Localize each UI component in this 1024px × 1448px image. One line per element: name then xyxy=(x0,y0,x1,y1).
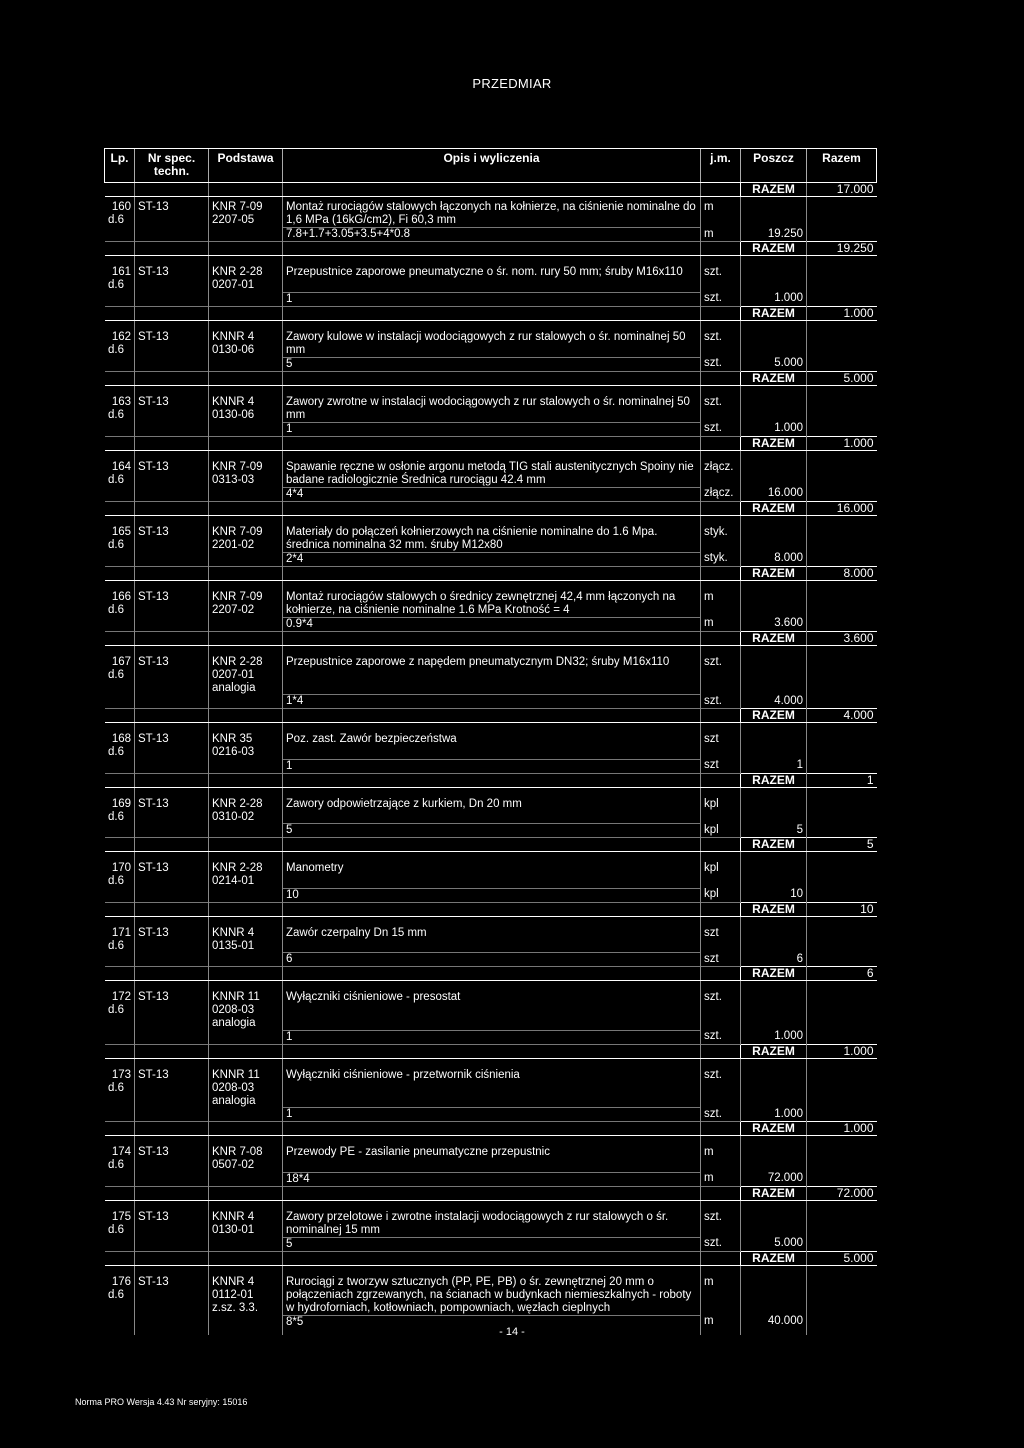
item-description: Zawory odpowietrzające z kurkiem, Dn 20 mm xyxy=(283,794,701,824)
item-lp: 175 xyxy=(111,1210,131,1223)
razem-value: 8.000 xyxy=(807,566,877,580)
item-lp: 164 xyxy=(111,460,131,473)
item-lp: 170 xyxy=(111,862,131,874)
item-podstawa xyxy=(209,457,283,488)
calc-formula: 1 xyxy=(283,292,701,306)
spec-code: ST-13 xyxy=(138,201,169,213)
razem-value: 1.000 xyxy=(807,1122,877,1136)
spec-code: ST-13 xyxy=(138,797,169,810)
item-unit: m xyxy=(701,197,741,228)
podstawa-line: KNNR 4 xyxy=(212,926,255,939)
calc-unit: kpl xyxy=(701,824,741,838)
spec-section: d.6 xyxy=(108,939,124,952)
podstawa-line: 0208-03 xyxy=(212,1081,255,1094)
razem-label: RAZEM xyxy=(741,967,807,981)
calc-poszcz: 40.000 xyxy=(741,1315,807,1329)
razem-value: 4.000 xyxy=(807,709,877,723)
item-row xyxy=(105,794,877,824)
item-row xyxy=(105,587,877,618)
razem-value: 5.000 xyxy=(807,1251,877,1265)
razem-value: 72.000 xyxy=(807,1186,877,1200)
podstawa-line: KNR 2-28 xyxy=(212,266,263,278)
calc-formula: 1 xyxy=(283,1030,701,1044)
item-lp: 174 xyxy=(111,1146,131,1158)
item-lp: 161 xyxy=(111,266,131,278)
razem-row xyxy=(105,838,877,852)
spec-code: ST-13 xyxy=(138,655,169,668)
item-unit: szt. xyxy=(701,652,741,695)
calc-formula: 1*4 xyxy=(283,695,701,709)
razem-row xyxy=(105,566,877,580)
podstawa-line: 0135-01 xyxy=(212,939,255,952)
calc-unit: szt. xyxy=(701,695,741,709)
spec-code: ST-13 xyxy=(138,862,169,874)
podstawa-line: KNR 2-28 xyxy=(212,655,263,668)
item-description: Montaż rurociągów stalowych łączonych na kołnierze, na ciśnienie nominalne do 1,6 MPa (16kG/cm2), Fi 60,3 mm xyxy=(283,197,701,228)
spec-code: ST-13 xyxy=(138,926,169,939)
calc-formula: 1 xyxy=(283,1108,701,1122)
item-lp: 171 xyxy=(111,926,131,939)
razem-label: RAZEM xyxy=(741,1044,807,1058)
calc-formula: 5 xyxy=(283,1237,701,1251)
podstawa-line: 0208-03 xyxy=(212,1004,255,1016)
item-description: Montaż rurociągów stalowych o średnicy zewnętrznej 42,4 mm łączonych na kołnierze, na ciśnienie nominalne 1.6 MPa Krotność = 4 xyxy=(283,587,701,618)
calc-row xyxy=(105,1237,877,1251)
razem-row xyxy=(105,371,877,385)
podstawa-line: KNNR 11 xyxy=(212,1068,260,1081)
calc-poszcz: 1.000 xyxy=(741,1030,807,1044)
item-lp: 168 xyxy=(111,733,131,745)
razem-value: 6 xyxy=(807,967,877,981)
item-description: Spawanie ręczne w osłonie argonu metodą TIG stali austenitycznych Spoiny nie badane radiologicznie Średnica rurociągu 42.4 mm xyxy=(283,457,701,488)
calc-formula: 5 xyxy=(283,357,701,371)
item-unit: szt. xyxy=(701,327,741,358)
spec-section: d.6 xyxy=(108,1159,124,1171)
calc-formula: 7.8+1.7+3.05+3.5+4*0.8 xyxy=(283,228,701,242)
item-row xyxy=(105,1065,877,1108)
item-description: Przewody PE - zasilanie pneumatyczne przepustnic xyxy=(283,1142,701,1172)
item-lp: 176 xyxy=(111,1275,131,1288)
spec-section: d.6 xyxy=(108,538,124,551)
podstawa-line: analogia xyxy=(212,1017,256,1029)
calc-row xyxy=(105,228,877,242)
item-row xyxy=(105,262,877,292)
razem-value: 3.600 xyxy=(807,631,877,645)
podstawa-line: 0216-03 xyxy=(212,746,255,758)
calc-unit: szt. xyxy=(701,422,741,436)
spec-section: d.6 xyxy=(108,1288,124,1301)
page-number: - 14 - xyxy=(499,1326,525,1338)
item-unit: szt. xyxy=(701,1065,741,1108)
item-description: Przepustnice zaporowe pneumatyczne o śr. nom. rury 50 mm; śruby M16x110 xyxy=(283,262,701,292)
razem-label: RAZEM xyxy=(741,183,807,197)
item-row xyxy=(105,457,877,488)
item-description: Przepustnice zaporowe z napędem pneumatycznym DN32; śruby M16x110 xyxy=(283,652,701,695)
item-podstawa xyxy=(209,858,283,888)
podstawa-line: 0313-03 xyxy=(212,473,255,486)
podstawa-line: KNR 7-08 xyxy=(212,1146,263,1158)
razem-label: RAZEM xyxy=(741,566,807,580)
calc-poszcz: 10 xyxy=(741,888,807,902)
item-podstawa xyxy=(209,1065,283,1108)
spec-section: d.6 xyxy=(108,473,124,486)
podstawa-line: KNR 7-09 xyxy=(212,525,263,538)
calc-poszcz: 19.250 xyxy=(741,228,807,242)
spec-section: d.6 xyxy=(108,214,124,226)
razem-row xyxy=(105,436,877,450)
item-description: Zawór czerpalny Dn 15 mm xyxy=(283,923,701,953)
item-description: Manometry xyxy=(283,858,701,888)
item-description: Wyłączniki ciśnieniowe - presostat xyxy=(283,987,701,1030)
item-podstawa xyxy=(209,794,283,824)
spec-section: d.6 xyxy=(108,1004,124,1016)
calc-formula: 2*4 xyxy=(283,552,701,566)
spec-section: d.6 xyxy=(108,1223,124,1236)
item-row xyxy=(105,858,877,888)
item-podstawa xyxy=(209,1272,283,1316)
item-unit: szt. xyxy=(701,392,741,423)
spec-section: d.6 xyxy=(108,603,124,616)
item-podstawa xyxy=(209,729,283,759)
razem-row xyxy=(105,1251,877,1265)
spec-section: d.6 xyxy=(108,279,124,291)
razem-label: RAZEM xyxy=(741,709,807,723)
przedmiar-table-wrap xyxy=(104,148,876,1335)
spec-section: d.6 xyxy=(108,1081,124,1094)
item-description: Zawory kulowe w instalacji wodociągowych z rur stalowych o śr. nominalnej 50 mm xyxy=(283,327,701,358)
item-unit: m xyxy=(701,1272,741,1316)
calc-unit: szt. xyxy=(701,1237,741,1251)
calc-poszcz: 4.000 xyxy=(741,695,807,709)
razem-value: 19.250 xyxy=(807,242,877,256)
razem-row xyxy=(105,967,877,981)
item-description: Zawory przelotowe i zwrotne instalacji wodociągowych z rur stalowych o śr. nominalnej 15 mm xyxy=(283,1207,701,1238)
item-description: Rurociągi z tworzyw sztucznych (PP, PE, PB) o śr. zewnętrznej 20 mm o połączeniach zgrzewanych, na ścianach w budynkach niemieszkalnych - roboty w hydroforniach, kotłowniach, pompowniach, węzłach cieplnych xyxy=(283,1272,701,1316)
razem-value: 17.000 xyxy=(807,183,877,197)
calc-row xyxy=(105,1030,877,1044)
calc-unit: m xyxy=(701,617,741,631)
spec-code: ST-13 xyxy=(138,991,169,1003)
calc-unit: kpl xyxy=(701,888,741,902)
calc-poszcz: 1.000 xyxy=(741,1108,807,1122)
razem-value: 1.000 xyxy=(807,306,877,320)
podstawa-line: 2201-02 xyxy=(212,538,255,551)
razem-value: 5.000 xyxy=(807,371,877,385)
podstawa-line: KNR 7-09 xyxy=(212,590,263,603)
calc-row xyxy=(105,953,877,967)
calc-row xyxy=(105,759,877,773)
razem-row xyxy=(105,1044,877,1058)
razem-row xyxy=(105,242,877,256)
spec-code: ST-13 xyxy=(138,330,169,343)
razem-label: RAZEM xyxy=(741,902,807,916)
item-podstawa xyxy=(209,1207,283,1238)
calc-row xyxy=(105,552,877,566)
calc-poszcz: 1 xyxy=(741,759,807,773)
item-podstawa xyxy=(209,197,283,228)
spec-section: d.6 xyxy=(108,343,124,356)
item-unit: kpl xyxy=(701,858,741,888)
calc-poszcz: 5.000 xyxy=(741,357,807,371)
calc-poszcz: 5.000 xyxy=(741,1237,807,1251)
calc-row xyxy=(105,1108,877,1122)
item-description: Wyłączniki ciśnieniowe - przetwornik ciśnienia xyxy=(283,1065,701,1108)
item-lp: 173 xyxy=(111,1068,131,1081)
przedmiar-table xyxy=(104,148,877,1335)
calc-formula: 0.9*4 xyxy=(283,617,701,631)
podstawa-line: KNNR 4 xyxy=(212,1210,255,1223)
calc-row xyxy=(105,824,877,838)
calc-row xyxy=(105,888,877,902)
calc-row xyxy=(105,487,877,501)
spec-section: d.6 xyxy=(108,875,124,887)
calc-row xyxy=(105,617,877,631)
podstawa-line: 0130-06 xyxy=(212,408,255,421)
item-unit: szt xyxy=(701,923,741,953)
footer-note: Norma PRO Wersja 4.43 Nr seryjny: 15016 xyxy=(75,1397,248,1407)
podstawa-line: 0130-06 xyxy=(212,343,255,356)
item-row xyxy=(105,1207,877,1238)
podstawa-line: KNNR 4 xyxy=(212,395,255,408)
podstawa-line: KNNR 4 xyxy=(212,1275,255,1288)
calc-unit: szt. xyxy=(701,357,741,371)
header-spec: Nr spec. techn. xyxy=(135,149,209,183)
calc-poszcz: 3.600 xyxy=(741,617,807,631)
calc-formula: 6 xyxy=(283,953,701,967)
razem-value: 1.000 xyxy=(807,1044,877,1058)
spec-section: d.6 xyxy=(108,746,124,758)
podstawa-line: 0507-02 xyxy=(212,1159,255,1171)
razem-label: RAZEM xyxy=(741,773,807,787)
item-podstawa xyxy=(209,987,283,1030)
razem-row xyxy=(105,501,877,515)
calc-row xyxy=(105,422,877,436)
item-podstawa xyxy=(209,1142,283,1172)
razem-label: RAZEM xyxy=(741,1122,807,1136)
podstawa-line: 2207-05 xyxy=(212,214,255,226)
item-lp: 172 xyxy=(111,991,131,1003)
item-podstawa xyxy=(209,327,283,358)
calc-poszcz: 1.000 xyxy=(741,422,807,436)
header-jm: j.m. xyxy=(701,149,741,183)
calc-unit: szt. xyxy=(701,1108,741,1122)
razem-value: 5 xyxy=(807,838,877,852)
calc-unit: szt. xyxy=(701,1030,741,1044)
item-row xyxy=(105,327,877,358)
spec-code: ST-13 xyxy=(138,733,169,745)
calc-poszcz: 1.000 xyxy=(741,292,807,306)
item-podstawa xyxy=(209,652,283,695)
item-unit: m xyxy=(701,1142,741,1172)
podstawa-line: 0207-01 xyxy=(212,279,255,291)
calc-poszcz: 5 xyxy=(741,824,807,838)
razem-label: RAZEM xyxy=(741,1186,807,1200)
calc-poszcz: 6 xyxy=(741,953,807,967)
calc-row xyxy=(105,1172,877,1186)
calc-formula: 1 xyxy=(283,759,701,773)
item-lp: 162 xyxy=(111,330,131,343)
podstawa-line: z.sz. 3.3. xyxy=(212,1301,259,1314)
item-lp: 160 xyxy=(111,201,131,213)
razem-label: RAZEM xyxy=(741,436,807,450)
item-row xyxy=(105,729,877,759)
spec-section: d.6 xyxy=(108,810,124,823)
item-podstawa xyxy=(209,587,283,618)
item-unit: styk. xyxy=(701,522,741,553)
spec-code: ST-13 xyxy=(138,1210,169,1223)
calc-unit: m xyxy=(701,1315,741,1329)
podstawa-line: 0310-02 xyxy=(212,810,255,823)
spec-section: d.6 xyxy=(108,668,124,681)
item-row xyxy=(105,197,877,228)
item-unit: szt. xyxy=(701,262,741,292)
item-lp: 166 xyxy=(111,590,131,603)
spec-code: ST-13 xyxy=(138,525,169,538)
spec-section: d.6 xyxy=(108,408,124,421)
calc-formula: 8*5 xyxy=(283,1315,701,1329)
podstawa-line: KNR 2-28 xyxy=(212,797,263,810)
podstawa-line: KNR 2-28 xyxy=(212,862,263,874)
carry-razem-row xyxy=(105,183,877,197)
podstawa-line: 2207-02 xyxy=(212,603,255,616)
item-unit: kpl xyxy=(701,794,741,824)
razem-row xyxy=(105,773,877,787)
razem-row xyxy=(105,306,877,320)
item-row xyxy=(105,987,877,1030)
podstawa-line: KNR 35 xyxy=(212,733,253,745)
item-podstawa xyxy=(209,392,283,423)
item-description: Poz. zast. Zawór bezpieczeństwa xyxy=(283,729,701,759)
podstawa-line: KNNR 11 xyxy=(212,991,260,1003)
spec-code: ST-13 xyxy=(138,395,169,408)
header-poszcz: Poszcz xyxy=(741,149,807,183)
item-podstawa xyxy=(209,522,283,553)
item-lp: 163 xyxy=(111,395,131,408)
spec-code: ST-13 xyxy=(138,590,169,603)
calc-unit: szt xyxy=(701,759,741,773)
calc-unit: złącz. xyxy=(701,487,741,501)
calc-formula: 10 xyxy=(283,888,701,902)
item-lp: 167 xyxy=(111,655,131,668)
podstawa-line: analogia xyxy=(212,681,256,694)
razem-label: RAZEM xyxy=(741,242,807,256)
podstawa-line: 0130-01 xyxy=(212,1223,255,1236)
razem-row xyxy=(105,1122,877,1136)
item-unit: szt xyxy=(701,729,741,759)
page-title: PRZEDMIAR xyxy=(472,76,552,91)
item-unit: m xyxy=(701,587,741,618)
calc-row xyxy=(105,292,877,306)
item-row xyxy=(105,522,877,553)
calc-poszcz: 8.000 xyxy=(741,552,807,566)
spec-code: ST-13 xyxy=(138,1275,169,1288)
razem-row xyxy=(105,709,877,723)
spec-code: ST-13 xyxy=(138,266,169,278)
item-row xyxy=(105,1272,877,1316)
razem-label: RAZEM xyxy=(741,371,807,385)
table-header xyxy=(105,149,877,183)
spec-code: ST-13 xyxy=(138,460,169,473)
calc-unit: szt. xyxy=(701,292,741,306)
podstawa-line: 0214-01 xyxy=(212,875,255,887)
razem-value: 10 xyxy=(807,902,877,916)
calc-unit: styk. xyxy=(701,552,741,566)
item-row xyxy=(105,652,877,695)
spec-code: ST-13 xyxy=(138,1068,169,1081)
razem-label: RAZEM xyxy=(741,501,807,515)
table-body xyxy=(105,183,877,1335)
item-row xyxy=(105,1142,877,1172)
calc-formula: 18*4 xyxy=(283,1172,701,1186)
calc-formula: 5 xyxy=(283,824,701,838)
calc-formula: 4*4 xyxy=(283,487,701,501)
razem-value: 16.000 xyxy=(807,501,877,515)
razem-row xyxy=(105,902,877,916)
razem-label: RAZEM xyxy=(741,306,807,320)
razem-row xyxy=(105,1186,877,1200)
calc-poszcz: 72.000 xyxy=(741,1172,807,1186)
item-lp: 169 xyxy=(111,797,131,810)
podstawa-line: analogia xyxy=(212,1094,256,1107)
item-unit: szt. xyxy=(701,1207,741,1238)
razem-row xyxy=(105,631,877,645)
item-description: Materiały do połączeń kołnierzowych na ciśnienie nominalne do 1.6 Mpa. średnica nominalna 32 mm. śruby M12x80 xyxy=(283,522,701,553)
calc-unit: m xyxy=(701,228,741,242)
header-opis: Opis i wyliczenia xyxy=(283,149,701,183)
calc-row xyxy=(105,357,877,371)
calc-row xyxy=(105,695,877,709)
razem-label: RAZEM xyxy=(741,631,807,645)
podstawa-line: KNR 7-09 xyxy=(212,201,263,213)
header-razem: Razem xyxy=(807,149,877,183)
item-row xyxy=(105,392,877,423)
spec-code: ST-13 xyxy=(138,1146,169,1158)
item-unit: złącz. xyxy=(701,457,741,488)
podstawa-line: 0112-01 xyxy=(212,1288,254,1301)
calc-unit: m xyxy=(701,1172,741,1186)
header-lp: Lp. xyxy=(105,149,135,183)
razem-label: RAZEM xyxy=(741,1251,807,1265)
item-description: Zawory zwrotne w instalacji wodociągowych z rur stalowych o śr. nominalnej 50 mm xyxy=(283,392,701,423)
calc-poszcz: 16.000 xyxy=(741,487,807,501)
podstawa-line: 0207-01 xyxy=(212,668,255,681)
header-podstawa: Podstawa xyxy=(209,149,283,183)
razem-label: RAZEM xyxy=(741,838,807,852)
calc-unit: szt xyxy=(701,953,741,967)
item-row xyxy=(105,923,877,953)
calc-formula: 1 xyxy=(283,422,701,436)
podstawa-line: KNR 7-09 xyxy=(212,460,263,473)
item-podstawa xyxy=(209,262,283,292)
item-lp: 165 xyxy=(111,525,131,538)
item-unit: szt. xyxy=(701,987,741,1030)
item-podstawa xyxy=(209,923,283,953)
podstawa-line: KNNR 4 xyxy=(212,330,255,343)
razem-value: 1 xyxy=(807,773,877,787)
razem-value: 1.000 xyxy=(807,436,877,450)
